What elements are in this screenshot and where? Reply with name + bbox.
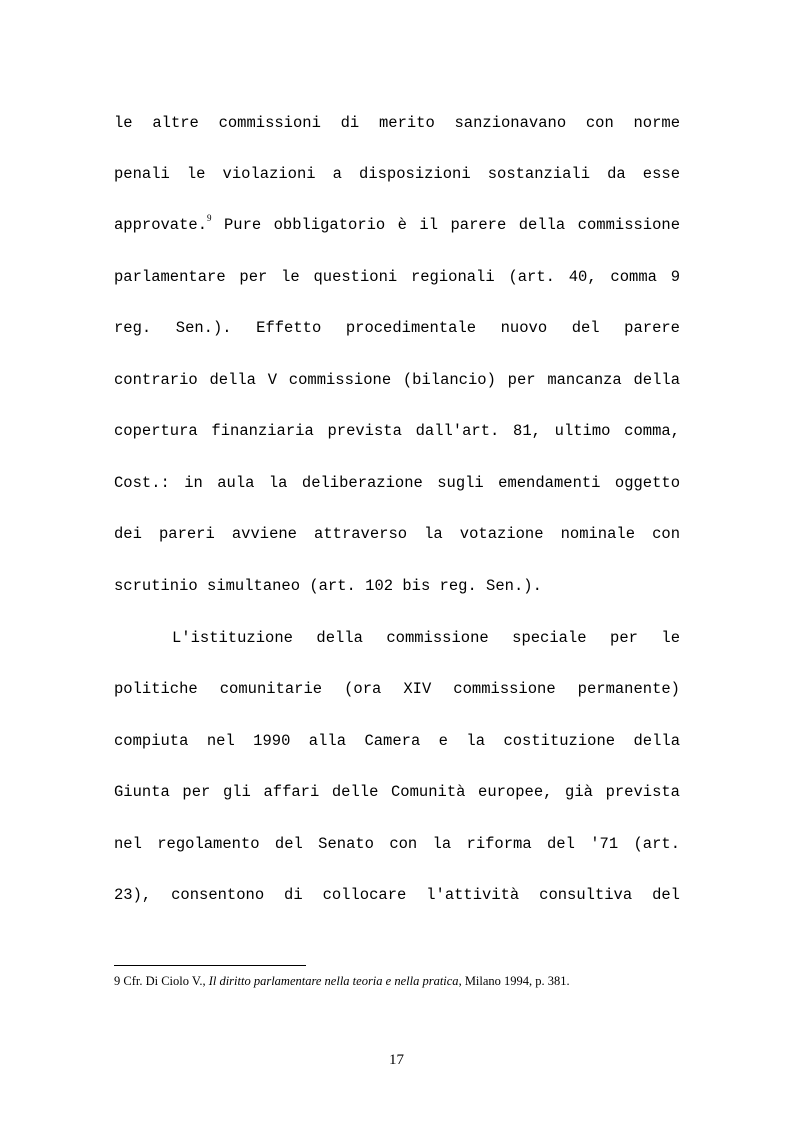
page-number: 17 <box>389 1052 404 1068</box>
footnote-reference: 9 <box>207 213 212 223</box>
body-line: parlamentare per le questioni regionali (art. 40, comma 9 <box>114 268 680 286</box>
body-line: 23), consentono di collocare l'attività consultiva del <box>114 886 680 904</box>
paragraph-first-line: L'istituzione della commissione speciale per le <box>172 629 680 647</box>
body-line: politiche comunitarie (ora XIV commissione permanente) <box>114 680 680 698</box>
body-text: approvate. <box>114 216 208 234</box>
body-line: nel regolamento del Senato con la riforma del '71 (art. <box>114 835 680 853</box>
body-text: Pure obbligatorio è il parere della commissione <box>223 216 680 234</box>
body-line: Cost.: in aula la deliberazione sugli emendamenti oggetto <box>114 474 680 492</box>
body-line: dei pareri avviene attraverso la votazione nominale con <box>114 525 680 543</box>
body-line: copertura finanziaria prevista dall'art. 81, ultimo comma, <box>114 422 680 440</box>
body-line-with-footnote <box>114 213 680 234</box>
body-line: Giunta per gli affari delle Comunità europee, già prevista <box>114 783 680 801</box>
footnote-prefix: 9 Cfr. Di Ciolo V., <box>114 974 209 988</box>
footnote-title: Il diritto parlamentare nella teoria e nella pratica <box>208 974 459 988</box>
footnote-suffix: , Milano 1994, p. 381. <box>458 974 570 988</box>
body-line: contrario della V commissione (bilancio) per mancanza della <box>114 371 680 389</box>
body-line: le altre commissioni di merito sanzionavano con norme <box>114 114 680 132</box>
footnote <box>114 974 714 989</box>
body-line: penali le violazioni a disposizioni sostanziali da esse <box>114 165 680 183</box>
body-line: reg. Sen.). Effetto procedimentale nuovo del parere <box>114 319 680 337</box>
body-line: scrutinio simultaneo (art. 102 bis reg. Sen.). <box>114 577 542 595</box>
footnote-divider <box>114 965 306 966</box>
body-line: compiuta nel 1990 alla Camera e la costituzione della <box>114 732 680 750</box>
